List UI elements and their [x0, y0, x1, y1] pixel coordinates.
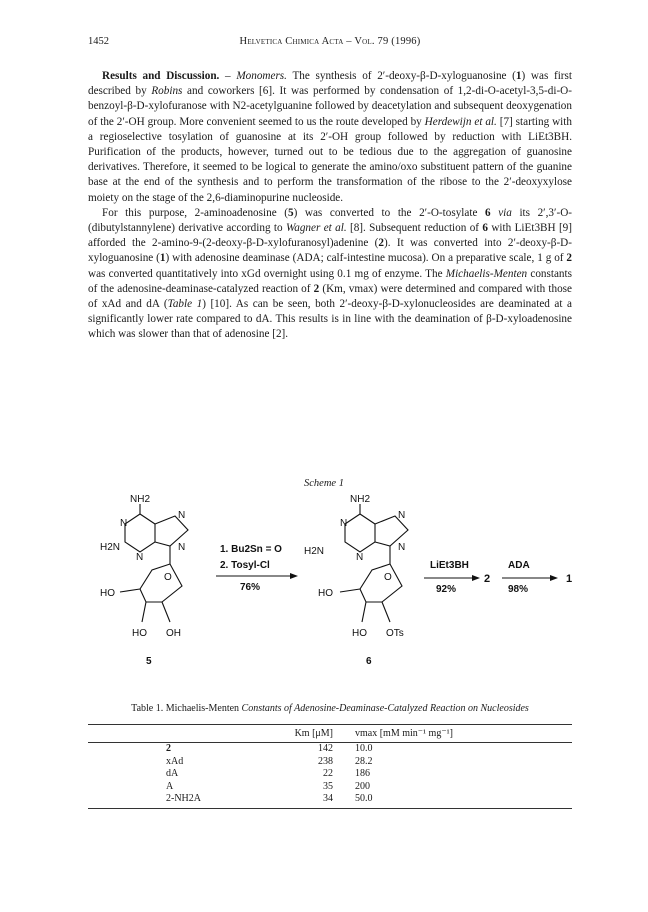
cell-compound: dA [166, 768, 179, 779]
n-atom: N [120, 518, 128, 529]
ho3-label: HO [132, 628, 147, 639]
spacer-cell [455, 781, 572, 794]
compound-ref: 1 [159, 252, 166, 265]
step-1 [220, 544, 282, 593]
author-name: Wagner et al. [285, 222, 347, 235]
cell-vmax: 200 [355, 780, 370, 792]
n-atom: N [356, 552, 364, 563]
spacer-cell [88, 781, 166, 794]
table-row [88, 793, 572, 808]
table-row [88, 768, 572, 781]
arrowhead-1 [290, 573, 298, 579]
cell-compound: xAd [166, 755, 184, 767]
step1-reagent2: 2. Tosyl-Cl [220, 560, 270, 571]
text-run: For this purpose, 2-aminoadenosine ( [102, 206, 288, 219]
structure-6 [340, 504, 408, 622]
step2-yield: 92% [436, 584, 457, 595]
cell-km: 34 [248, 793, 355, 808]
journal-running-title: Helvetica Chimica Acta – Vol. 79 (1996) [239, 36, 421, 47]
text-run: ). It was converted into 2′-deoxy-β-D-xyloguanosine ( [88, 237, 572, 265]
step1-yield: 76% [240, 582, 261, 593]
table-row [88, 743, 572, 756]
arrowhead-3 [550, 575, 558, 581]
author-name: Herdewijn et al. [424, 115, 497, 128]
spacer-cell [88, 756, 166, 769]
spacer-cell [455, 793, 572, 808]
cell-km: 35 [323, 780, 333, 792]
ho3-label: HO [352, 628, 367, 639]
cell-vmax: 28.2 [355, 755, 373, 767]
compound-ref: 5 [287, 206, 294, 219]
compound-ref: 2 [566, 252, 573, 265]
author-name: Michaelis-Menten [445, 267, 528, 280]
ots-label: OTs [386, 628, 404, 639]
col-header-km: Km [μM] [248, 725, 355, 743]
col-header-compound [166, 725, 248, 743]
spacer-cell [88, 725, 166, 743]
text-run: [8]. Subsequent reduction of [346, 222, 483, 235]
o-atom: O [164, 572, 172, 583]
text-run: with LiEt3BH [9] afforded the 2-amino-9-(2-deoxy-β-D-xylofuranosyl)adenine ( [88, 222, 572, 250]
ho5-label: HO [318, 588, 333, 599]
compound-ref: 2 [313, 282, 320, 295]
section-heading: Results and Discussion. [102, 70, 220, 82]
cell-km: 238 [318, 755, 333, 767]
n-atom: N [136, 552, 144, 563]
caption-prefix: Table 1. Michaelis-Menten [131, 703, 242, 714]
author-name: Robins [151, 85, 183, 98]
cell-vmax: 186 [355, 768, 370, 779]
arrowhead-2 [472, 575, 480, 581]
cell-vmax: 10.0 [355, 743, 373, 754]
compound-ref: 1 [515, 70, 522, 82]
table-row [88, 781, 572, 794]
step3-reagent: ADA [508, 560, 530, 571]
paragraph-results [88, 69, 572, 206]
nh2-label: NH2 [350, 494, 371, 505]
compound-ref: 6 [485, 206, 491, 219]
compound-ref: 2 [378, 237, 384, 250]
latin-term: via [490, 206, 512, 219]
n-atom: N [398, 542, 406, 553]
reaction-scheme [80, 494, 580, 694]
step2-reagent: LiEt3BH [430, 560, 469, 571]
step3-yield: 98% [508, 584, 529, 595]
spacer-cell [455, 768, 572, 781]
text-run: ) was converted to the 2′-O-tosylate [293, 206, 486, 219]
caption-italic: Constants of Adenosine-Deaminase-Catalyzed Reaction on Nucleosides [241, 703, 529, 714]
cell-compound: A [166, 780, 174, 792]
n-atom: N [178, 510, 186, 521]
n-atom: N [398, 510, 406, 521]
text-run: [7] starting with a regioselective tosylation of guanosine at its 2′-OH group followed by reduction with LiEt3BH. Purification of the products, however, turned out to be tedious due to the aggregation of guanosine derivatives. Therefore, it seemed to be logical to generate the amino/oxo substituent pattern of the guanine base at the end of the synthesis and to perform the transformation of the ribose to the 2′-deoxyxylose moiety on the stage of the 2,6-diaminopurine nucleoside. [88, 115, 572, 204]
scheme-title: Scheme 1 [304, 478, 344, 489]
text-run: its 2′,3′-O-(dibutylstannylene) derivative according to [88, 206, 572, 235]
labels-5 [100, 494, 185, 667]
text-run: was converted quantitatively into xGd overnight using 0.1 mg of enzyme. The [88, 267, 446, 280]
spacer-cell [455, 725, 572, 743]
nh2-label: NH2 [130, 494, 151, 505]
subsection-heading: Monomers. [236, 70, 287, 82]
table-header-row [88, 725, 572, 743]
structure-5 [120, 504, 188, 622]
spacer-cell [88, 768, 166, 781]
text-run: constants of the adenosine-deaminase-catalyzed reaction of [88, 267, 572, 295]
cell-vmax: 50.0 [355, 793, 455, 808]
h2n-label: H2N [100, 542, 121, 553]
page-header [88, 36, 572, 50]
kinetics-table [88, 724, 572, 809]
text-run: and coworkers [6]. It was performed by condensation of 1,2-di-O-acetyl-3,5-di-O-benzoyl-β-D-xylofuranose with N2-acetylguanine followed by deacetylation and subsequent deoxygenation of the 2′-OH group. More convenient seemed to us the route developed by [88, 85, 572, 128]
col-header-vmax: vmax [mM min⁻¹ mg⁻¹] [355, 725, 455, 743]
oh2-label: OH [166, 628, 181, 639]
spacer-cell [88, 793, 166, 808]
h2n-label: H2N [304, 546, 325, 557]
paragraph-purpose [88, 206, 572, 343]
product-2-label: 2 [484, 573, 491, 585]
dash: – [219, 70, 237, 82]
cell-compound: 2 [166, 743, 171, 754]
text-run: (Km, vmax) were determined and compared with those of xAd and dA ( [88, 282, 572, 311]
compound-6-label: 6 [366, 656, 372, 667]
table-ref: Table 1 [167, 298, 203, 311]
compound-ref: 6 [482, 222, 488, 235]
step1-reagent1: 1. Bu2Sn = O [220, 544, 282, 555]
text-run: ) was first described by [88, 70, 572, 98]
spacer-cell [455, 743, 572, 756]
spacer-cell [455, 756, 572, 769]
text-run: ) [10]. As can be seen, both 2′-deoxy-β-D-xylonucleosides are deaminated at a significantly lower rate compared to dA. This results is in line with the deamination of β-D-xyloadenosine which was slower than that of adenosine [2]. [88, 298, 572, 341]
article-body [88, 69, 572, 343]
cell-compound: 2-NH2A [166, 793, 248, 808]
text-run: ) with adenosine deaminase (ADA; calf-intestine mucosa). On a preparative scale, 1 g of [165, 252, 567, 265]
o-atom: O [384, 572, 392, 583]
compound-5-label: 5 [146, 656, 152, 667]
text-run: The synthesis of 2′-deoxy-β-D-xyloguanosine ( [286, 70, 516, 82]
n-atom: N [178, 542, 186, 553]
cell-km: 142 [318, 743, 333, 754]
labels-6 [304, 494, 405, 667]
table-caption [88, 703, 572, 714]
ho5-label: HO [100, 588, 115, 599]
n-atom: N [340, 518, 348, 529]
spacer-cell [88, 743, 166, 756]
cell-km: 22 [323, 768, 333, 779]
table-row [88, 756, 572, 769]
product-1-label: 1 [566, 573, 573, 585]
page-number: 1452 [88, 36, 109, 47]
